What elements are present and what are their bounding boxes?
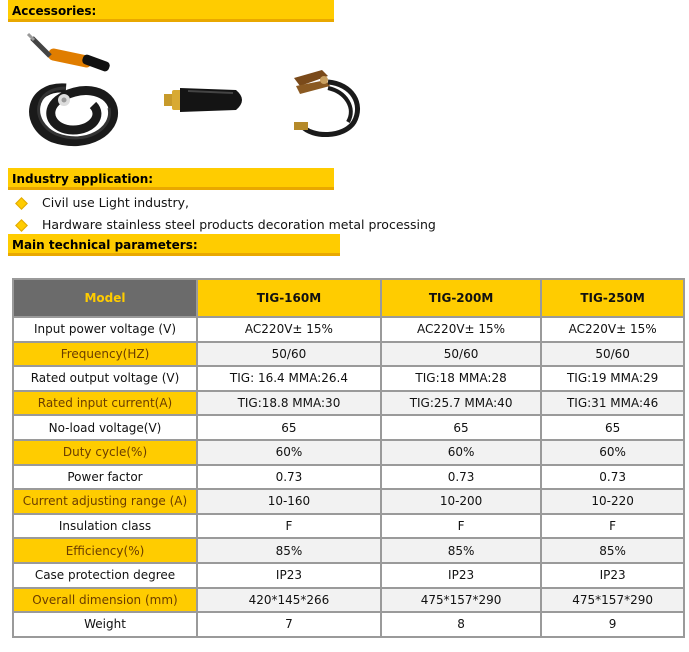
technical-parameters-heading: Main technical parameters:: [8, 234, 340, 256]
table-cell: F: [198, 515, 380, 538]
industry-item-text: Hardware stainless steel products decoration metal processing: [42, 217, 436, 232]
header-model-250: TIG-250M: [542, 280, 683, 316]
table-row: [14, 367, 683, 390]
table-cell: TIG:25.7 MMA:40: [382, 392, 540, 415]
table-cell: 10-160: [198, 490, 380, 513]
table-cell: TIG:19 MMA:29: [542, 367, 683, 390]
table-cell: 0.73: [542, 466, 683, 489]
table-cell: TIG:31 MMA:46: [542, 392, 683, 415]
row-label: Case protection degree: [14, 564, 196, 587]
industry-list: [14, 192, 436, 236]
row-label: Insulation class: [14, 515, 196, 538]
table-cell: 65: [542, 416, 683, 439]
table-cell: TIG: 16.4 MMA:26.4: [198, 367, 380, 390]
table-cell: 60%: [198, 441, 380, 464]
industry-item-text: Civil use Light industry,: [42, 195, 189, 210]
header-model-160: TIG-160M: [198, 280, 380, 316]
diamond-bullet-icon: [15, 197, 28, 210]
table-cell: 85%: [542, 539, 683, 562]
table-cell: IP23: [198, 564, 380, 587]
table-cell: 60%: [382, 441, 540, 464]
cable-plug-image: [158, 82, 250, 118]
table-cell: AC220V± 15%: [542, 318, 683, 341]
table-cell: 85%: [198, 539, 380, 562]
table-cell: 475*157*290: [542, 589, 683, 612]
table-row: [14, 392, 683, 415]
row-label: Frequency(HZ): [14, 343, 196, 366]
table-row: [14, 466, 683, 489]
table-row: [14, 343, 683, 366]
list-item: [14, 214, 436, 236]
table-row: [14, 318, 683, 341]
table-cell: 65: [198, 416, 380, 439]
table-cell: 7: [198, 613, 380, 636]
table-cell: 475*157*290: [382, 589, 540, 612]
table-row: [14, 490, 683, 513]
row-label: Input power voltage (V): [14, 318, 196, 341]
row-label: Efficiency(%): [14, 539, 196, 562]
table-row: [14, 589, 683, 612]
table-cell: 420*145*266: [198, 589, 380, 612]
table-header-row: [14, 280, 683, 316]
row-label: No-load voltage(V): [14, 416, 196, 439]
table-cell: F: [382, 515, 540, 538]
table-row: [14, 539, 683, 562]
technical-parameters-table: [12, 278, 685, 638]
row-label: Rated input current(A): [14, 392, 196, 415]
table-cell: 85%: [382, 539, 540, 562]
header-model-cell: Model: [14, 280, 196, 316]
table-cell: IP23: [382, 564, 540, 587]
tig-torch-image: [18, 30, 123, 148]
table-cell: 60%: [542, 441, 683, 464]
row-label: Overall dimension (mm): [14, 589, 196, 612]
table-cell: IP23: [542, 564, 683, 587]
table-cell: 0.73: [198, 466, 380, 489]
table-row: [14, 613, 683, 636]
list-item: [14, 192, 436, 214]
table-cell: 0.73: [382, 466, 540, 489]
table-cell: F: [542, 515, 683, 538]
row-label: Rated output voltage (V): [14, 367, 196, 390]
table-cell: AC220V± 15%: [198, 318, 380, 341]
table-row: [14, 515, 683, 538]
table-cell: 10-200: [382, 490, 540, 513]
table-cell: 9: [542, 613, 683, 636]
table-row: [14, 441, 683, 464]
table-row: [14, 416, 683, 439]
row-label: Current adjusting range (A): [14, 490, 196, 513]
row-label: Power factor: [14, 466, 196, 489]
earth-clamp-image: [282, 64, 366, 142]
industry-application-heading: Industry application:: [8, 168, 334, 190]
diamond-bullet-icon: [15, 219, 28, 232]
table-cell: 65: [382, 416, 540, 439]
table-cell: TIG:18.8 MMA:30: [198, 392, 380, 415]
table-cell: 50/60: [382, 343, 540, 366]
row-label: Duty cycle(%): [14, 441, 196, 464]
table-cell: AC220V± 15%: [382, 318, 540, 341]
table-cell: 50/60: [542, 343, 683, 366]
table-row: [14, 564, 683, 587]
table-cell: TIG:18 MMA:28: [382, 367, 540, 390]
table-cell: 8: [382, 613, 540, 636]
table-cell: 50/60: [198, 343, 380, 366]
header-model-200: TIG-200M: [382, 280, 540, 316]
accessories-heading: Accessories:: [8, 0, 334, 22]
table-cell: 10-220: [542, 490, 683, 513]
row-label: Weight: [14, 613, 196, 636]
